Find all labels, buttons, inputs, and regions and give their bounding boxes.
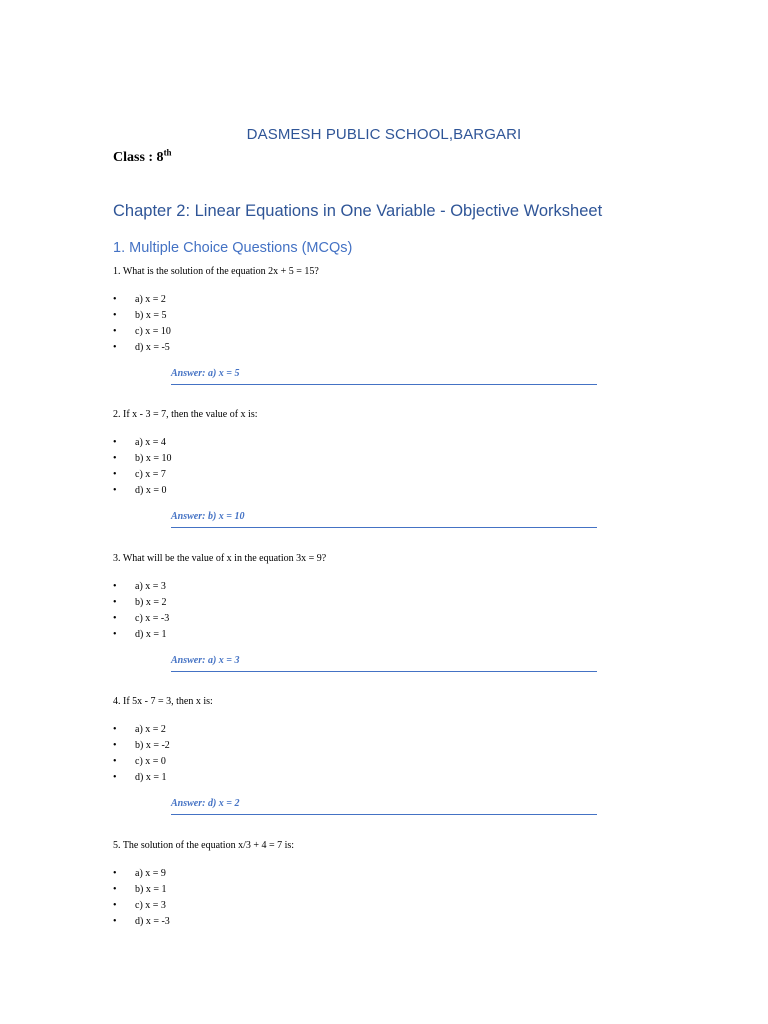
option-text: c) x = -3: [135, 613, 170, 624]
option-text: b) x = 2: [135, 597, 167, 608]
bullet-icon: •: [113, 326, 117, 337]
bullet-icon: •: [113, 613, 117, 624]
bullet-icon: •: [113, 342, 117, 353]
class-label: [113, 147, 172, 166]
option-text: c) x = 3: [135, 900, 166, 911]
bullet-icon: •: [113, 294, 117, 305]
option-text: b) x = -2: [135, 740, 170, 751]
option-item: [113, 738, 597, 754]
option-text: d) x = 1: [135, 772, 167, 783]
class-label-text: Class : 8: [113, 150, 164, 165]
option-text: c) x = 10: [135, 326, 171, 337]
option-text: b) x = 5: [135, 310, 167, 321]
bullet-icon: •: [113, 629, 117, 640]
class-superscript: th: [163, 147, 172, 158]
bullet-icon: •: [113, 581, 117, 592]
option-item: [113, 627, 597, 643]
option-item: [113, 898, 597, 914]
option-text: a) x = 2: [135, 724, 166, 735]
bullet-icon: •: [113, 740, 117, 751]
option-text: d) x = 0: [135, 485, 167, 496]
chapter-title: Chapter 2: Linear Equations in One Variable - Objective Worksheet: [113, 202, 603, 220]
bullet-icon: •: [113, 868, 117, 879]
option-item: [113, 467, 597, 483]
bullet-icon: •: [113, 916, 117, 927]
question-text: 2. If x - 3 = 7, then the value of x is:: [113, 409, 258, 420]
option-text: c) x = 7: [135, 469, 166, 480]
option-item: [113, 308, 597, 324]
options-list: [113, 722, 597, 786]
options-list: [113, 435, 597, 499]
question-3: [113, 552, 597, 672]
answer-line: Answer: d) x = 2: [171, 798, 597, 815]
bullet-icon: •: [113, 469, 117, 480]
option-item: [113, 324, 597, 340]
option-text: d) x = -3: [135, 916, 170, 927]
answer-line: Answer: b) x = 10: [171, 511, 597, 528]
question-text: 4. If 5x - 7 = 3, then x is:: [113, 696, 213, 707]
question-5: [113, 839, 597, 930]
option-text: a) x = 9: [135, 868, 166, 879]
options-list: [113, 292, 597, 356]
question-text: 1. What is the solution of the equation 2x + 5 = 15?: [113, 266, 319, 277]
option-item: [113, 866, 597, 882]
option-text: b) x = 10: [135, 453, 172, 464]
bullet-icon: •: [113, 310, 117, 321]
option-item: [113, 722, 597, 738]
bullet-icon: •: [113, 884, 117, 895]
bullet-icon: •: [113, 485, 117, 496]
question-text: 5. The solution of the equation x/3 + 4 = 7 is:: [113, 840, 295, 851]
question-text: 3. What will be the value of x in the equation 3x = 9?: [113, 553, 327, 564]
option-text: b) x = 1: [135, 884, 167, 895]
question-1: [113, 265, 597, 385]
options-list: [113, 866, 597, 930]
option-item: [113, 595, 597, 611]
bullet-icon: •: [113, 756, 117, 767]
answer-line: Answer: a) x = 3: [171, 655, 597, 672]
option-item: [113, 292, 597, 308]
option-item: [113, 611, 597, 627]
bullet-icon: •: [113, 597, 117, 608]
option-item: [113, 579, 597, 595]
bullet-icon: •: [113, 453, 117, 464]
bullet-icon: •: [113, 724, 117, 735]
section-title: 1. Multiple Choice Questions (MCQs): [113, 240, 353, 256]
option-item: [113, 435, 597, 451]
option-text: a) x = 3: [135, 581, 166, 592]
option-text: a) x = 2: [135, 294, 166, 305]
option-text: d) x = 1: [135, 629, 167, 640]
option-text: a) x = 4: [135, 437, 166, 448]
option-item: [113, 754, 597, 770]
option-text: c) x = 0: [135, 756, 166, 767]
school-name: DASMESH PUBLIC SCHOOL,BARGARI: [246, 126, 522, 143]
bullet-icon: •: [113, 437, 117, 448]
option-item: [113, 914, 597, 930]
question-4: [113, 695, 597, 815]
answer-line: Answer: a) x = 5: [171, 368, 597, 385]
option-item: [113, 882, 597, 898]
option-item: [113, 451, 597, 467]
bullet-icon: •: [113, 900, 117, 911]
option-item: [113, 483, 597, 499]
options-list: [113, 579, 597, 643]
bullet-icon: •: [113, 772, 117, 783]
option-item: [113, 340, 597, 356]
option-text: d) x = -5: [135, 342, 170, 353]
question-2: [113, 408, 597, 528]
option-item: [113, 770, 597, 786]
